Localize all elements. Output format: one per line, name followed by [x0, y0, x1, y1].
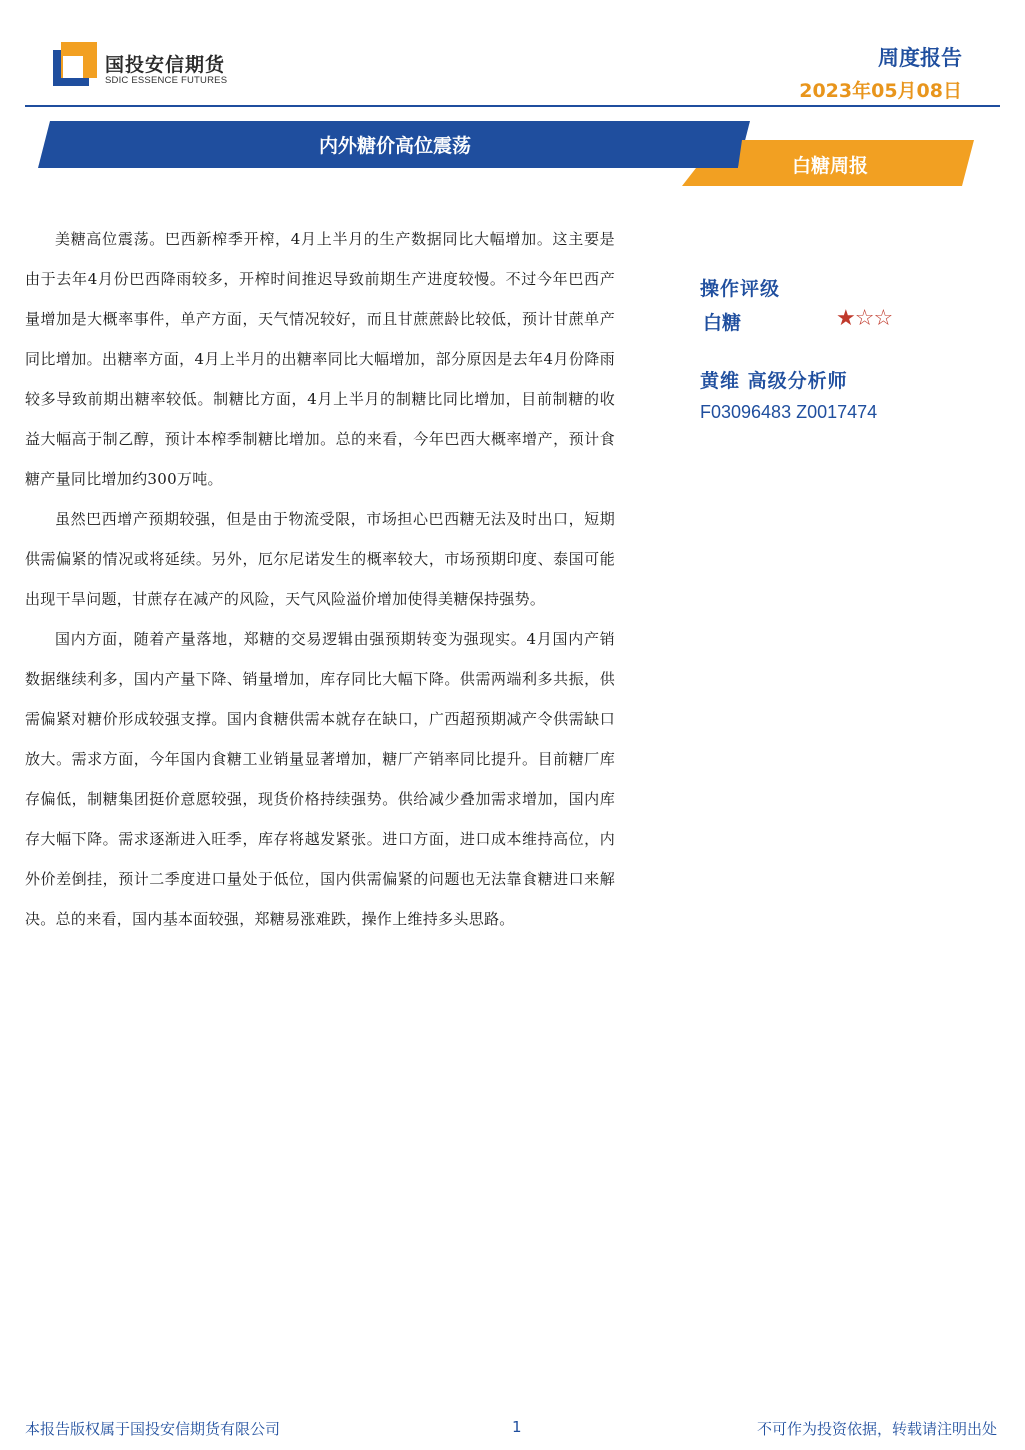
- rating-stars-icon: ★☆☆: [836, 306, 893, 331]
- footer-disclaimer: 不可作为投资依据，转载请注明出处: [756, 1420, 997, 1438]
- body-paragraph: 虽然巴西增产预期较强，但是由于物流受限，市场担心巴西糖无法及时出口，短期供需偏紧的情况或将延续。另外，厄尔尼诺发生的概率较大，市场预期印度、泰国可能出现干旱问题，甘蔗存在减产的风险，天气风险溢价增加使得美糖保持强势。: [25, 510, 615, 608]
- body-paragraph: 国内方面，随着产量落地，郑糖的交易逻辑由强预期转变为强现实。4月国内产销数据继续利多，国内产量下降、销量增加，库存同比大幅下降。供需两端利多共振，供需偏紧对糖价形成较强支撑。国内食糖供需本就存在缺口，广西超预期减产令供需缺口放大。需求方面，今年国内食糖工业销量显著增加，糖厂产销率同比提升。目前糖厂库存偏低，制糖集团挺价意愿较强，现货价格持续强势。供给减少叠加需求增加，国内库存大幅下降。需求逐渐进入旺季，库存将越发紧张。进口方面，进口成本维持高位，内外价差倒挂，预计二季度进口量处于低位，国内供需偏紧的问题也无法靠食糖进口来解决。总的来看，国内基本面较强，郑糖易涨难跌，操作上维持多头思路。: [25, 630, 615, 928]
- company-logo: [53, 40, 253, 90]
- logo-mark-icon: [53, 42, 97, 86]
- rating-product: 白糖: [703, 312, 742, 334]
- logo-text-en: SDIC ESSENCE FUTURES: [105, 75, 228, 86]
- report-body: [25, 219, 615, 939]
- header-divider: [25, 105, 1000, 107]
- logo-text-cn: 国投安信期货: [105, 54, 226, 76]
- report-title: 内外糖价高位震荡: [318, 135, 471, 157]
- footer-copyright: 本报告版权属于国投安信期货有限公司: [25, 1420, 281, 1438]
- analyst-name: 黄维 高级分析师: [700, 370, 848, 392]
- report-category-tag: 白糖周报: [791, 155, 868, 177]
- footer-page-number: 1: [512, 1418, 522, 1436]
- report-date: 2023年05月08日: [799, 80, 962, 102]
- analyst-license-codes: F03096483 Z0017474: [700, 402, 878, 422]
- body-paragraph: 美糖高位震荡。巴西新榨季开榨，4月上半月的生产数据同比大幅增加。这主要是由于去年4月份巴西降雨较多，开榨时间推迟导致前期生产进度较慢。不过今年巴西产量增加是大概率事件，单产方面，天气情况较好，而且甘蔗蔗龄比较低，预计甘蔗单产同比增加。出糖率方面，4月上半月的出糖率同比大幅增加，部分原因是去年4月份降雨较多导致前期出糖率较低。制糖比方面，4月上半月的制糖比同比增加，目前制糖的收益大幅高于制乙醇，预计本榨季制糖比增加。总的来看，今年巴西大概率增产，预计食糖产量同比增加约300万吨。: [25, 230, 615, 488]
- report-type: 周度报告: [878, 46, 962, 70]
- rating-heading: 操作评级: [700, 278, 781, 300]
